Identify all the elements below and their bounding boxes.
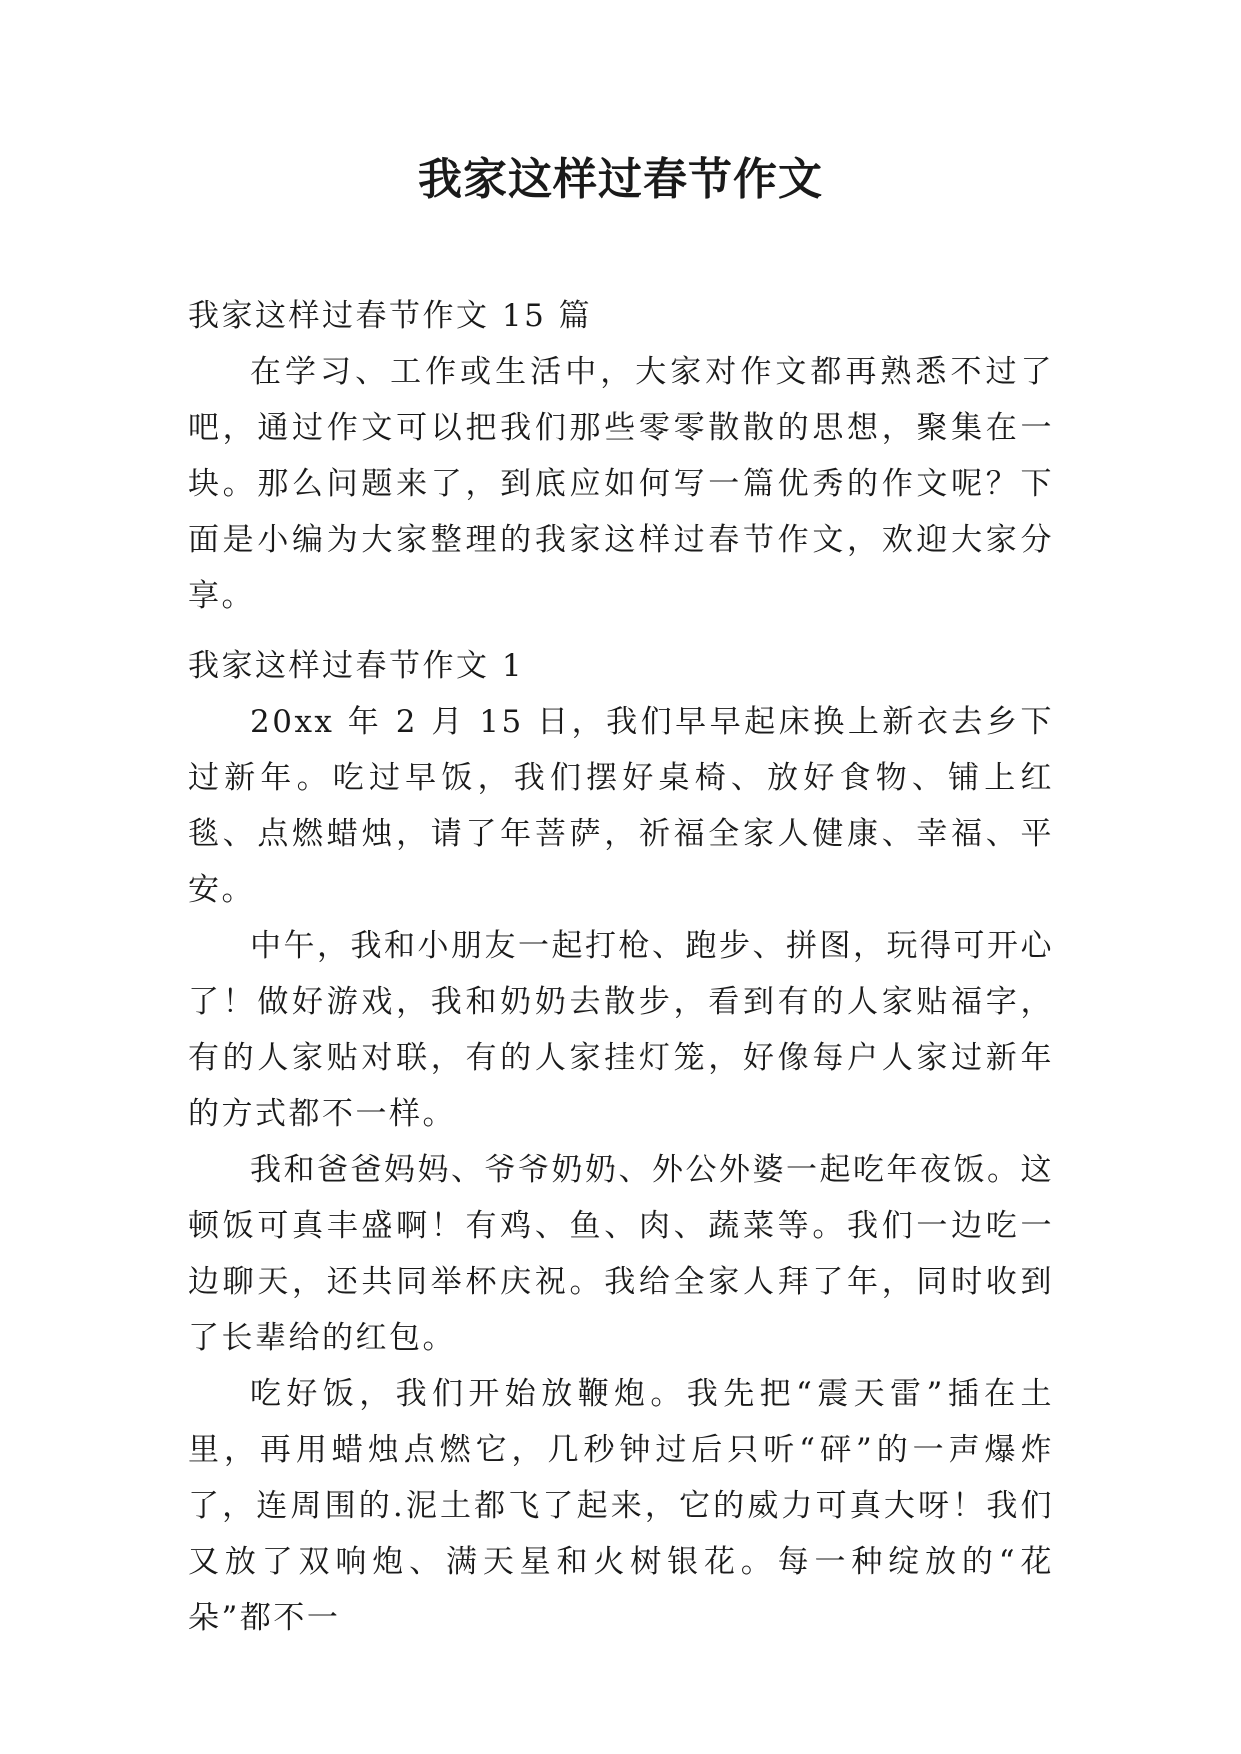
intro-paragraph: 在学习、工作或生活中，大家对作文都再熟悉不过了吧，通过作文可以把我们那些零零散散的思想，聚集在一块。那么问题来了，到底应如何写一篇优秀的作文呢？下面是小编为大家整理的我家这样过春节作文，欢迎大家分享。: [188, 354, 1054, 614]
intro-heading: 我家这样过春节作文 15 篇: [188, 298, 593, 334]
intro-section: [188, 288, 1054, 624]
paragraph-2: 中午，我和小朋友一起打枪、跑步、拼图，玩得可开心了！做好游戏，我和奶奶去散步，看到有的人家贴福字，有的人家贴对联，有的人家挂灯笼，好像每户人家过新年的方式都不一样。: [188, 928, 1054, 1132]
paragraph-1: 20xx 年 2 月 15 日，我们早早起床换上新衣去乡下过新年。吃过早饭，我们摆好桌椅、放好食物、铺上红毯、点燃蜡烛，请了年菩萨，祈福全家人健康、幸福、平安。: [188, 704, 1054, 908]
document-title: 我家这样过春节作文: [418, 154, 823, 205]
paragraph-3: 我和爸爸妈妈、爷爷奶奶、外公外婆一起吃年夜饭。这顿饭可真丰盛啊！有鸡、鱼、肉、蔬菜等。我们一边吃一边聊天，还共同举杯庆祝。我给全家人拜了年，同时收到了长辈给的红包。: [188, 1152, 1054, 1356]
essay-section-1: [188, 638, 1054, 1646]
paragraph-4: 吃好饭，我们开始放鞭炮。我先把“震天雷”插在土里，再用蜡烛点燃它，几秒钟过后只听“砰”的一声爆炸了，连周围的.泥土都飞了起来，它的威力可真大呀！我们又放了双响炮、满天星和火树银花。每一种绽放的“花朵”都不一: [188, 1376, 1054, 1636]
section-heading: 我家这样过春节作文 1: [188, 648, 525, 684]
